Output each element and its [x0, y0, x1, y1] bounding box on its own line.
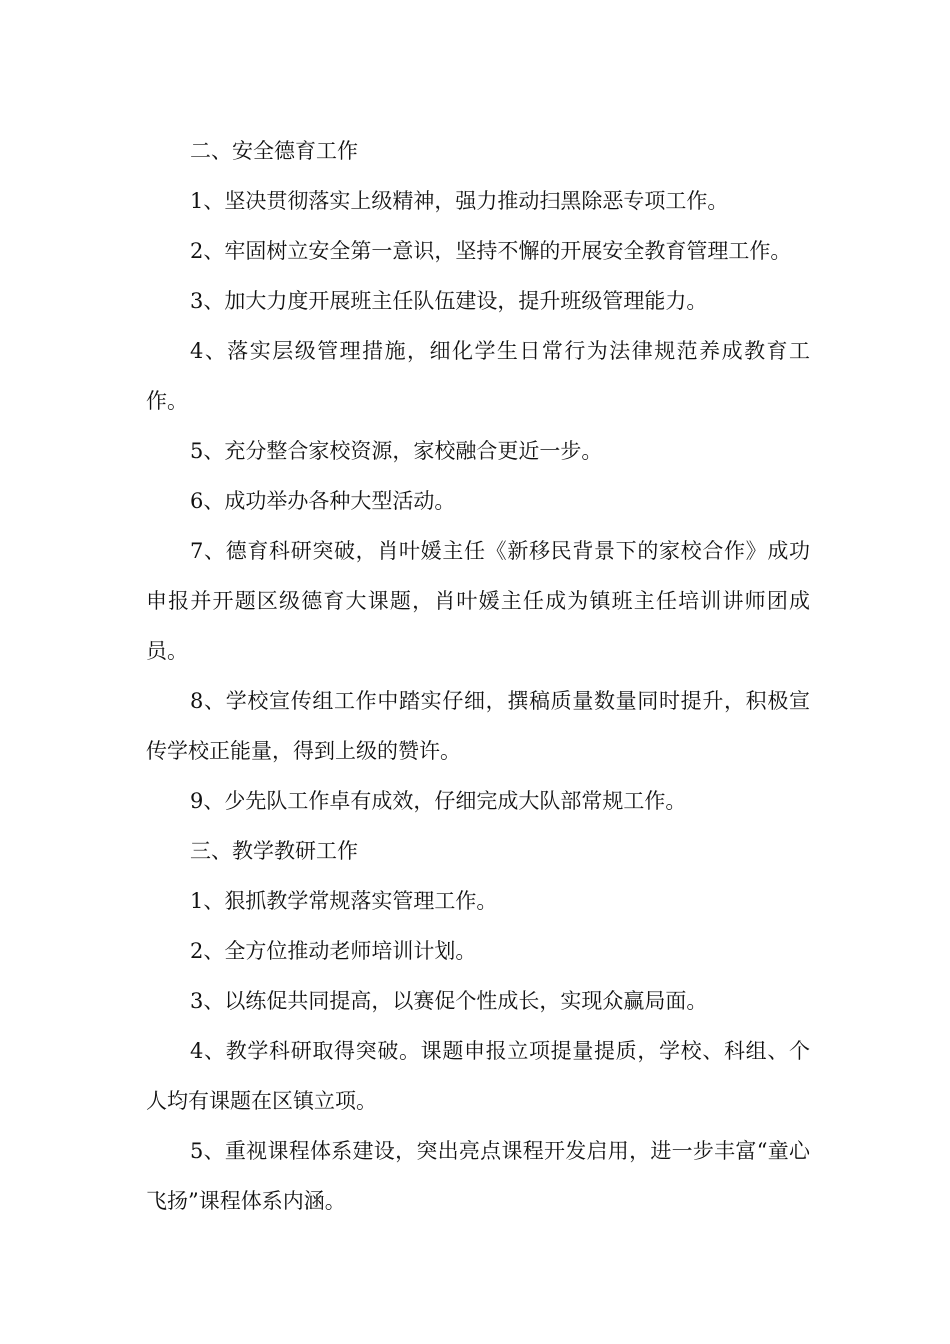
paragraph-item: 7、德育科研突破，肖叶媛主任《新移民背景下的家校合作》成功申报并开题区级德育大课题，肖叶媛主任成为镇班主任培训讲师团成员。	[146, 539, 810, 663]
paragraph-item: 4、落实层级管理措施，细化学生日常行为法律规范养成教育工作。	[146, 339, 810, 413]
paragraph-item: 9、少先队工作卓有成效，仔细完成大队部常规工作。	[190, 789, 687, 813]
paragraph-item: 1、狠抓教学常规落实管理工作。	[190, 889, 498, 913]
paragraph-item: 1、坚决贯彻落实上级精神，强力推动扫黑除恶专项工作。	[190, 189, 729, 213]
paragraph-item: 3、以练促共同提高，以赛促个性成长，实现众赢局面。	[190, 989, 708, 1013]
section-heading-teaching-research: 三、教学教研工作	[190, 839, 358, 863]
paragraph-item: 2、全方位推动老师培训计划。	[190, 939, 477, 963]
paragraph-item: 3、加大力度开展班主任队伍建设，提升班级管理能力。	[190, 289, 708, 313]
document-body	[146, 126, 810, 1226]
paragraph-item: 5、充分整合家校资源，家校融合更近一步。	[190, 439, 603, 463]
paragraph-item: 6、成功举办各种大型活动。	[190, 489, 456, 513]
paragraph-item: 2、牢固树立安全第一意识，坚持不懈的开展安全教育管理工作。	[190, 239, 792, 263]
section-heading-safety-moral: 二、安全德育工作	[190, 139, 358, 163]
paragraph-item: 5、重视课程体系建设，突出亮点课程开发启用，进一步丰富“童心飞扬”课程体系内涵。	[146, 1139, 810, 1213]
paragraph-item: 4、教学科研取得突破。课题申报立项提量提质，学校、科组、个人均有课题在区镇立项。	[146, 1039, 810, 1113]
paragraph-item: 8、学校宣传组工作中踏实仔细，撰稿质量数量同时提升，积极宣传学校正能量，得到上级的赞许。	[146, 689, 810, 763]
